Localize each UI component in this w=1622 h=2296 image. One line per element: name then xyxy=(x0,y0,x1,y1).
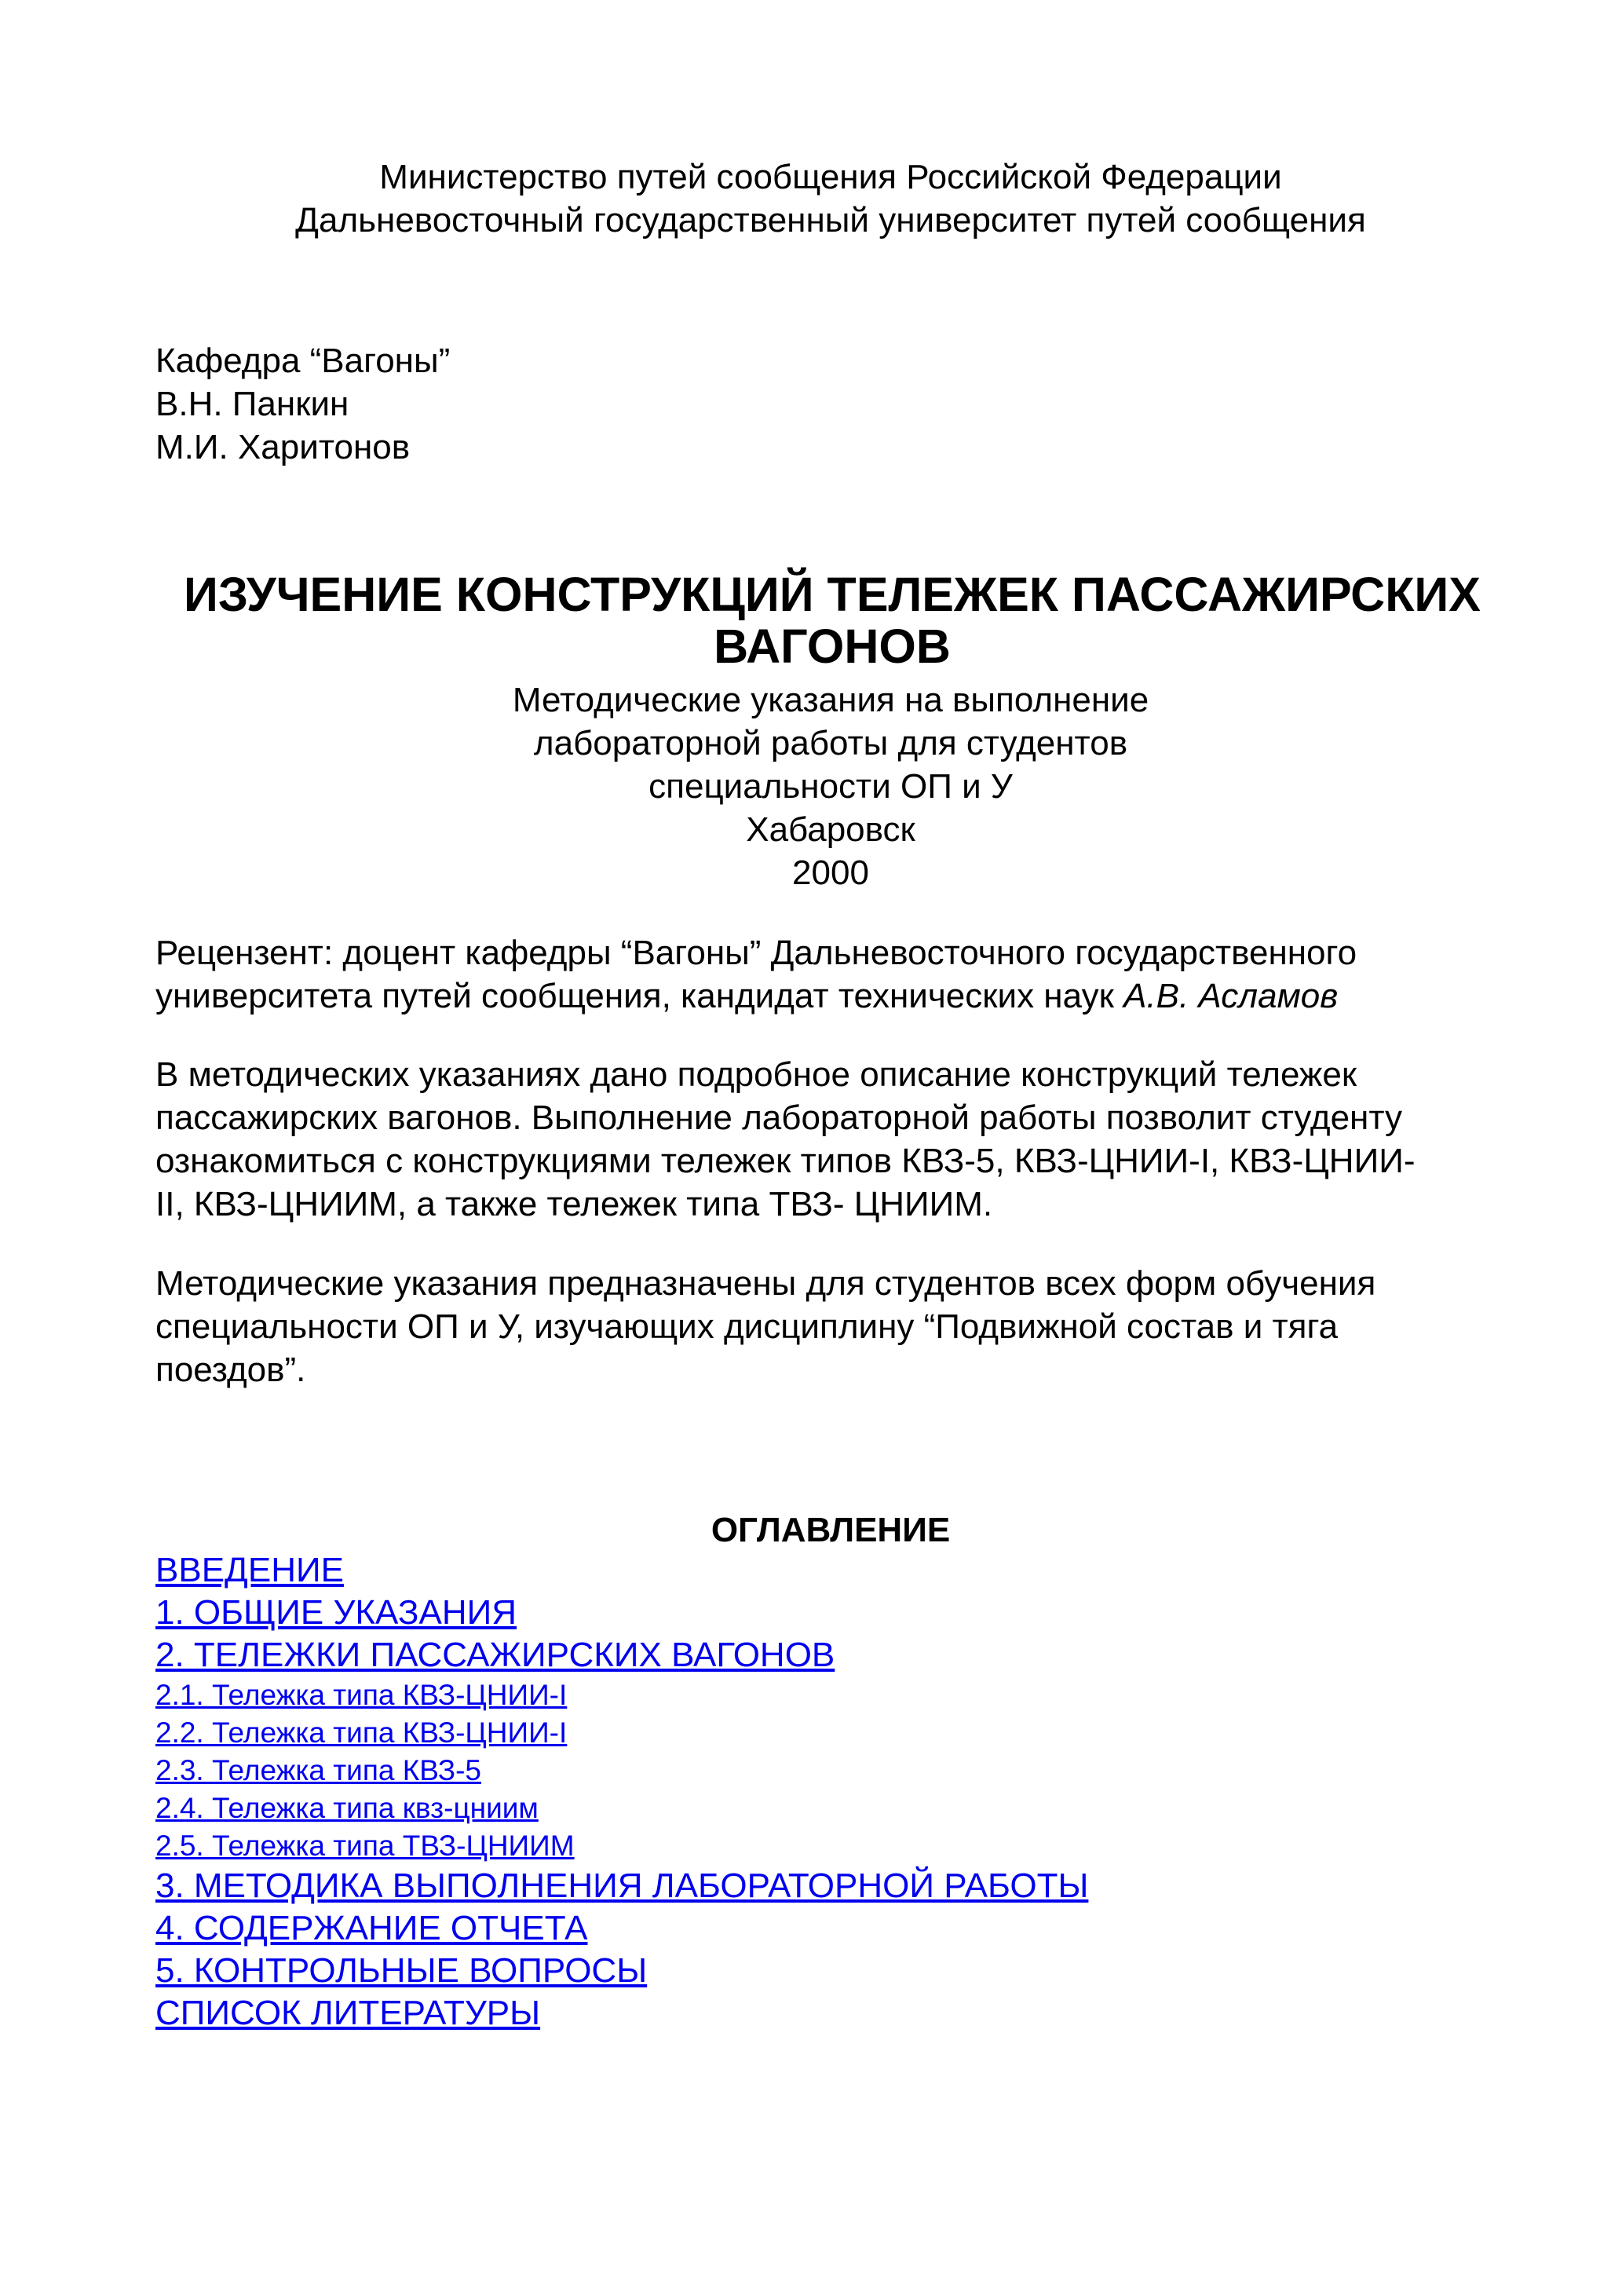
ministry-name: Министерство путей сообщения Российской Федерации xyxy=(379,158,1282,196)
toc-link-section-2-4[interactable]: 2.4. Тележка типа квз-цниим xyxy=(155,1792,539,1824)
reviewer-line xyxy=(155,974,1506,1018)
toc-link-section-2-2[interactable]: 2.2. Тележка типа КВЗ-ЦНИИ-I xyxy=(155,1717,568,1749)
reviewer-text: университета путей сообщения, кандидат технических наук xyxy=(155,977,1124,1015)
subtitle-line: лабораторной работы для студентов xyxy=(533,724,1128,762)
abstract-line: В методических указаниях дано подробное описание конструкций тележек xyxy=(155,1055,1357,1094)
purpose-line: Методические указания предназначены для студентов всех форм обучения xyxy=(155,1264,1376,1303)
toc-link-references[interactable]: СПИСОК ЛИТЕРАТУРЫ xyxy=(155,1994,541,2032)
reviewer-name: А.В. Асламов xyxy=(1123,977,1339,1015)
year: 2000 xyxy=(792,854,869,892)
institution-header xyxy=(155,155,1506,242)
reviewer-line: Рецензент: доцент кафедры “Вагоны” Дальневосточного государственного xyxy=(155,934,1357,972)
toc-heading: ОГЛАВЛЕНИЕ xyxy=(711,1511,951,1549)
toc-link-passenger-bogies[interactable]: 2. ТЕЛЕЖКИ ПАССАЖИРСКИХ ВАГОНОВ xyxy=(155,1636,835,1674)
purpose-paragraph xyxy=(155,1262,1506,1391)
title-line: ВАГОНОВ xyxy=(714,620,951,673)
document-title xyxy=(118,569,1547,672)
toc-link-section-2-3[interactable]: 2.3. Тележка типа КВЗ-5 xyxy=(155,1754,481,1786)
department-name: Кафедра “Вагоны” xyxy=(155,342,451,380)
toc-link-report-contents[interactable]: 4. СОДЕРЖАНИЕ ОТЧЕТА xyxy=(155,1909,588,1947)
abstract-line: II, КВЗ-ЦНИИМ, а также тележек типа ТВЗ- ЦНИИМ. xyxy=(155,1185,993,1223)
document-subtitle xyxy=(155,678,1506,894)
table-of-contents xyxy=(155,1549,1506,2035)
city: Хабаровск xyxy=(746,810,915,849)
reviewer-paragraph xyxy=(155,931,1506,1018)
purpose-line: специальности ОП и У, изучающих дисциплину “Подвижной состав и тяга xyxy=(155,1307,1339,1346)
author-name: В.Н. Панкин xyxy=(155,385,349,423)
abstract-line: пассажирских вагонов. Выполнение лабораторной работы позволит студенту xyxy=(155,1099,1402,1137)
subtitle-line: специальности ОП и У xyxy=(648,767,1013,806)
toc-link-section-2-1[interactable]: 2.1. Тележка типа КВЗ-ЦНИИ-I xyxy=(155,1679,568,1711)
abstract-line: ознакомиться с конструкциями тележек типов КВЗ-5, КВЗ-ЦНИИ-I, КВЗ-ЦНИИ- xyxy=(155,1142,1416,1180)
toc-link-general-instructions[interactable]: 1. ОБЩИЕ УКАЗАНИЯ xyxy=(155,1593,517,1632)
purpose-line: поездов”. xyxy=(155,1351,306,1389)
toc-link-control-questions[interactable]: 5. КОНТРОЛЬНЫЕ ВОПРОСЫ xyxy=(155,1951,648,1990)
toc-link-section-2-5[interactable]: 2.5. Тележка типа ТВЗ-ЦНИИМ xyxy=(155,1830,575,1862)
subtitle-line: Методические указания на выполнение xyxy=(512,681,1149,719)
authors-block xyxy=(155,339,1506,469)
university-name: Дальневосточный государственный университет путей сообщения xyxy=(295,201,1366,239)
author-name: М.И. Харитонов xyxy=(155,428,411,466)
toc-link-lab-methodology[interactable]: 3. МЕТОДИКА ВЫПОЛНЕНИЯ ЛАБОРАТОРНОЙ РАБОТЫ xyxy=(155,1866,1089,1905)
title-line: ИЗУЧЕНИЕ КОНСТРУКЦИЙ ТЕЛЕЖЕК ПАССАЖИРСКИХ xyxy=(184,568,1481,621)
abstract-paragraph xyxy=(155,1053,1506,1226)
toc-link-introduction[interactable]: ВВЕДЕНИЕ xyxy=(155,1551,344,1589)
